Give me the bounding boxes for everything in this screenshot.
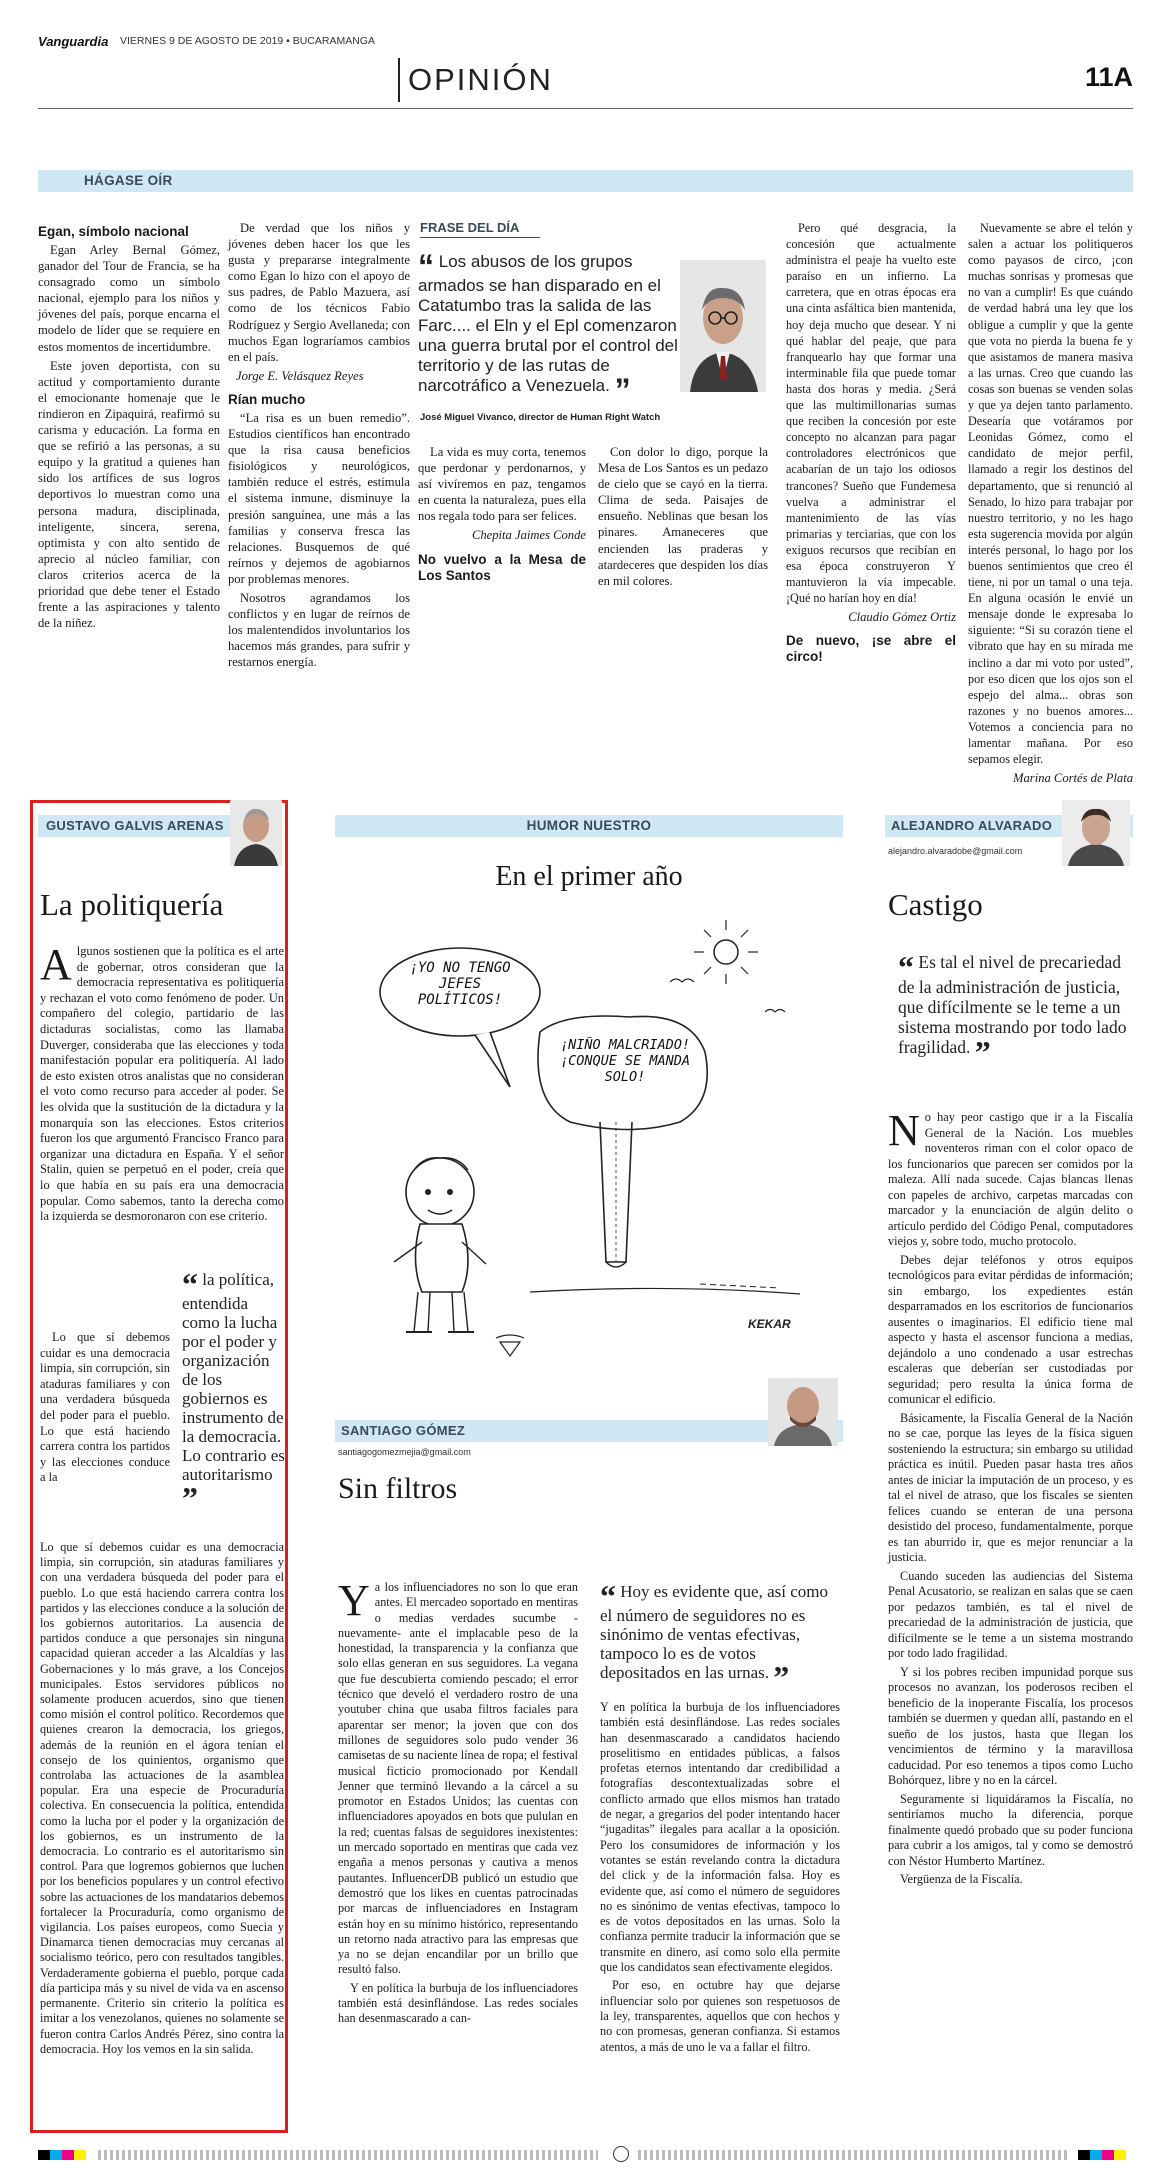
dropcap: Y — [338, 1576, 370, 1625]
paragraph-text: lgunos sostienen que la política es el arte de gobernar, otros consideran que la democracia representativa es politiquería y rechazan el voto como fenómeno de poder. Un compañero del colegio, partidario de las dictaduras socialistas, como las llamaba Duverger, consideraba que las elecciones y toda manifestación popular era politiquería. Al lado de esto existen otros analistas que no consideran el voto como recurso para acceder al poder. Se les olvida que la sustitución de la dictadura y la monarquía son las elecciones. Estos criterios fueron los que argumentó Francisco Franco para organizar una dictadura en España. Y el señor Stalin, quien se perpetuó en el poder, creía que lo que había en su país era una democracia popular. Como sabemos, tanto la derecha como la izquierda se desmoronaron con ese criterio. — [40, 944, 284, 1224]
letter-signature: Claudio Gómez Ortiz — [848, 610, 956, 625]
alvarado-paragraph-1 — [888, 1106, 1133, 1250]
quote-text: Hoy es evidente que, así como el número de seguidores no es sinónimo de ventas efectivas, tampoco lo es de votos depositados en las urnas. — [600, 1582, 828, 1682]
santiago-paragraph-2: Y en política la burbuja de los influenciadores también está desinflándose. Las redes sociales han desenmascarado a candidatos haciendo proselitismo en entidades públicas, a falsos profetas eternos intentando dar credibilidad a fotografías descontextualizadas sobre el conflicto armado que ellos mismos han tratado de negar, a gregarios del poder intentando hacer “jugaditas” ilegales para acallar a la oposición. Pero los consumidores de información y los votantes se están revelando contra la dictadura del click y de la información falsa. Hoy es evidente que, así como el número de seguidores no es sinónimo de ventas efectivas, tampoco lo es de votos depositados en las urnas. Solo la confianza permite traducir la información que se transmite en dinero, así como solo ella permite que los candidatos sean efectivamente elegidos. — [600, 1700, 840, 1975]
santiago-paragraph-3: Por eso, en octubre hay que dejarse influenciar solo por quienes son respetuosos de la ley, transparentes, aquellos que con hechos y no con promesas, generan confianza. Si estamos atentos, a más de uno le va a fallar el filtro. — [600, 1978, 840, 2054]
galvis-author: GUSTAVO GALVIS ARENAS — [46, 818, 224, 833]
registration-swatch — [38, 2150, 50, 2160]
registration-swatch — [1078, 2150, 1090, 2160]
letter-paragraph: Este joven deportista, con su actitud y comportamiento durante el emocionante homenaje que le rindieron en Zipaquirá, reafirmó su carisma y educación. La forma en que se refirió a las personas, a su equipo y la gratitud a quienes han sido los artífices de sus logros deportivos lo muestran como una persona madura, disciplinada, inteligente, sincera, serena, optimista y con alto sentido de aprecio al núcleo familiar, con claros criterios acerca de la prioridad que debe tener el Estado frente a las aspiraciones y talento de la niñez. — [38, 358, 220, 631]
alvarado-paragraph-3: Básicamente, la Fiscalía General de la Nación no se cae, porque las leyes de la física siguen sosteniendo la estructura; sin embargo su utilidad práctica es inútil. Pueden pasar hasta tres años antes de iniciar la imputación de un proceso, y es tal el nivel de atraso, que los fiscales se sienten felices cuando se enteran de una persona desistido del proceso, fundamentalmente, porque es tan aburrido ir, que es mejor renunciar a la justicia. — [888, 1410, 1133, 1564]
close-quote-mark: ” — [182, 1480, 198, 1516]
letter-title: De nuevo, ¡se abre el circo! — [786, 633, 956, 665]
humor-band — [335, 815, 843, 837]
registration-swatch — [62, 2150, 74, 2160]
galvis-paragraph-1 — [40, 940, 284, 1225]
alvarado-paragraph-7: Vergüenza de la Fiscalía. — [900, 1872, 1023, 1886]
quote-text: la política, entendida como la lucha por el poder y organización de los gobiernos es instrumento de la democracia. Lo contrario es autoritarismo — [182, 1270, 285, 1484]
alvarado-pullquote — [898, 949, 1130, 1070]
galvis-paragraph-2a: Lo que sí debemos cuidar es una democracia limpia, sin corrupción, sin ataduras familiares y con una verdadera búsqueda del poder para el pueblo. Lo que está haciendo carrera contra los partidos y las elecciones conduce a la — [40, 1330, 170, 1485]
registration-stripe — [98, 2150, 598, 2160]
quote-of-day-text — [418, 248, 680, 408]
santiago-author: SANTIAGO GÓMEZ — [341, 1423, 466, 1438]
dropcap: N — [888, 1106, 920, 1155]
quote-text: Los abusos de los grupos armados se han disparado en el Catatumbo tras la salida de las Farc.... el Eln y el Epl comenzaron una guerra brutal por el control del territorio y de las rutas de narcotráfico a Venezuela. — [418, 252, 678, 395]
close-quote-mark: ” — [974, 1034, 991, 1070]
galvis-portrait — [230, 800, 282, 866]
registration-swatch — [74, 2150, 86, 2160]
letters-column-6 — [968, 220, 1133, 794]
galvis-pullquote — [182, 1266, 286, 1516]
santiago-paragraph-1 — [338, 1576, 578, 1978]
letter-title: No vuelvo a la Mesa de Los Santos — [418, 551, 586, 583]
dateline: VIERNES 9 DE AGOSTO DE 2019 • BUCARAMANGA — [120, 35, 375, 47]
letter-paragraph: Nuevamente se abre el telón y salen a actuar los politiqueros como payasos de circo, ¡con muchas sonrisas y promesas que no van a cumplir! Es que cuándo de verdad habrá una ley que los obligue a cumplir y que la gente que vota no pierda la buena fe y que asistamos de manera masiva a las urnas. Creo que cuando las cosas son buenas se venden solas y que ya dejen tanto parlamento. Desearía que votáramos por Leonidas Gómez, como el candidato de mejor perfil, llamado a regir los destinos del departamento, que si renunció al Senado, lo hizo para trabajar por nuestro territorio, y no les hago esta sugerencia movida por algún interés personal, lo hago por los buenos sentimientos que creo él tiene, ni por un tamal o una teja. En alguna ocasión le envié un mensaje donde le expresaba lo siguiente: “Si su corazón tiene el vibrato que hay en su mirada me inclino a dar mi voto por usted”, por eso dicen que los ojos son el espejo del alma... obras son razones y no buenos amores... Votemos a conciencia para no lamentar mañana. Por eso sepamos elegir. — [968, 221, 1133, 767]
registration-swatch — [1114, 2150, 1126, 2160]
alvarado-headline: Castigo — [888, 887, 983, 922]
open-quote-mark: “ — [600, 1578, 616, 1614]
santiago-paragraph-2a: Y en política la burbuja de los influenciadores también está desinflándose. Las redes sociales han desenmascarado a can- — [338, 1980, 578, 2026]
letter-signature: Jorge E. Velásquez Reyes — [236, 368, 364, 383]
paragraph-text: o hay peor castigo que ir a la Fiscalía General de la Nación. Los muebles noventeros riman con el color opaco de los funcionarios que parecen ser comidos por la maleza. Allí nada sucede. Cajas blancas llenas con papeles de archivo, carpetas marcadas con marcador y la enunciación de algún delito o artículo perdido del Código Penal, computadores viejos y, sobre todo, mucho protocolo. — [888, 1110, 1133, 1248]
letter-paragraph: Con dolor lo digo, porque la Mesa de Los Santos es un pedazo de cielo que se cayó en la tierra. Clima de seda. Paisajes de ensueño. Neblinas que besan los pinares. Amaneceres que encienden las praderas y atardeceres que despiden los días en mil colores. — [598, 445, 768, 588]
humor-band-label: HUMOR NUESTRO — [526, 818, 652, 833]
header-rule — [38, 108, 1133, 109]
letters-band — [38, 170, 1133, 192]
alvarado-paragraph-6: Seguramente si liquidáramos la Fiscalía, no sentiríamos mucho la diferencia, porque finalmente quedó probado que su poder funciona para cubrir a los amigos, tal y como se demostró con Néstor Humberto Martínez. — [888, 1791, 1133, 1868]
alvarado-portrait — [1062, 800, 1130, 866]
letter-paragraph: Egan Arley Bernal Gómez, ganador del Tour de Francia, se ha consagrado como un símbolo nacional, ejemplo para los niños y jóvenes del país, porque encarna el modelo de líder que se requiere en estos momentos de incertidumbre. — [38, 243, 220, 354]
paragraph-text: a los influenciadores no son lo que eran antes. El mercadeo soportado en mentiras o medias verdades sucumbe -nuevamente- ante el implacable peso de la honestidad, la transparencia y la confianza que solo ellas generan en sus seguidores. La vegana que fue descubierta comiendo pescado; el error técnico que develó el verdadero rostro de una youtuber china que usaba filtros faciales para aparentar ser menor; la joven que con dos millones de seguidores solo pudo vender 36 camisetas de su naciente línea de ropa; el festival musical ficticio promocionado por Kendall Jenner que terminó llevando a la cárcel a su promotor en Estados Unidos; las cuentas con influenciadores apoyados en bots que pululan en la red; cuentas falsas de seguidores inexistentes: un mercado soportado en mentiras que cada vez engaña a menos personas y cautiva a menos pautantes. InfluencerDB publicó un estudio que demostró que los likes en cuentas patrocinadas por marcas de influenciadores en Instagram están hoy en su mínimo histórico, representando un retorno nada atractivo para las empresas que ya no se dejan encandilar por un brillo que resultó falso. — [338, 1580, 578, 1977]
letter-paragraph: La vida es muy corta, tenemos que perdonar y perdonarnos, y así vivíremos en paz, tengamos en cuenta la naturaleza, pues ella nos regala todo para ser felices. — [418, 445, 586, 524]
letters-column-5 — [786, 220, 956, 667]
alvarado-paragraph-5: Y si los pobres reciben impunidad porque sus procesos no avanzan, los poderosos reciben el beneficio de la inoperante Fiscalía, los procesos también se duermen y quedan allí, pastando en el sueño de los justos, hasta que llegan los vencimientos de término y la maravillosa caducidad. Por eso tenemos a tipos como Lucho Bohórquez, libre y no en la cárcel. — [888, 1664, 1133, 1787]
letter-signature: Chepita Jaimes Conde — [471, 528, 586, 543]
section-title: OPINIÓN — [408, 62, 553, 97]
galvis-paragraph-2: Lo que sí debemos cuidar es una democracia limpia, sin corrupción, sin ataduras familiares y con una verdadera búsqueda del poder para el pueblo. Lo que está haciendo carrera contra los partidos y las elecciones conduce a la solución de los gobiernos autoritarios. La ausencia de partidos conduce a que personajes sin ninguna capacidad quieran acceder a las Alcaldías y las Gobernaciones y lo más grave, a los Concejos municipales. Estos servidores públicos no solamente producen acuerdos, sino que tienen como misión el control político. Recordemos que quienes crearon la democracia, los griegos, además de la reunión en el ágora tenían el consejo de los quinientos, organismo que controlaba las actuaciones de la asamblea popular. Era una especie de Procuraduría colectiva. En consecuencia la política, entendida como la lucha por el poder y la organización de los gobiernos, es un instrumento de la democracia. Lo contrario es el autoritarismo sin control. Para que logremos gobiernos que luchen por los beneficios populares y un control efectivo sobre las actuaciones de los mandatarios debemos fortalecer la Procuraduría, como organismo de vigilancia. Los países europeos, como Suecia y Dinamarca tienen democracias muy cercanas al socialismo teórico, pero con resultados tangibles. Verdaderamente gobierna el pueblo, porque cada día participa más y su nivel de vida va en ascenso permanente. Criterio sin criterio la política es imitar a los venezolanos, quienes no solamente se fueron contra Carlos Andrés Pérez, sino contra la democracia. Hoy los vemos en la sin salida. — [40, 1540, 284, 2056]
letters-column-3 — [418, 444, 586, 586]
galvis-body-3 — [40, 1540, 284, 2060]
letters-column-1 — [38, 220, 220, 634]
letters-band-label: HÁGASE OÍR — [84, 173, 173, 188]
santiago-pullquote — [600, 1578, 835, 1695]
registration-target-icon — [613, 2146, 629, 2162]
registration-swatch — [1102, 2150, 1114, 2160]
santiago-column-1 — [338, 1576, 578, 2030]
quote-of-day-credit: José Miguel Vivanco, director de Human Right Watch — [420, 412, 661, 423]
alvarado-paragraph-2: Debes dejar teléfonos y otros equipos tecnológicos para evitar pérdidas de información; sin embargo, los expedientes están desparramados en los escritorios de funcionarios ausentes o imaginarios. El edificio tiene mal aspecto y hasta el ascensor funciona a medias, dejándolo a uno condenado a usar estrechas escaleras que deberían ser custodiadas por seguridad; pero resulta la única forma de comunicar el edificio. — [888, 1252, 1133, 1406]
alvarado-email: alejandro.alvaradobe@gmail.com — [888, 846, 1023, 856]
letters-column-2 — [228, 220, 410, 673]
brand-logo: Vanguardia — [38, 34, 109, 49]
close-quote-mark: ” — [773, 1659, 790, 1695]
close-quote-mark: ” — [614, 372, 631, 408]
print-registration-bar — [38, 2150, 1133, 2160]
santiago-author-band — [335, 1420, 843, 1442]
section-divider — [398, 58, 400, 102]
letter-title: Egan, símbolo nacional — [38, 224, 189, 239]
cartoon-title: En el primer año — [495, 861, 683, 892]
cartoon — [370, 912, 830, 1372]
cartoonist-signature: KEKAR — [748, 1317, 791, 1331]
santiago-column-2 — [600, 1700, 840, 2058]
alvarado-paragraph-4: Cuando suceden las audiencias del Sistema Penal Acusatorio, se realizan en salas que se caen por pedazos también, es tal el nivel de precariedad de la administración de justicia, que difícilmente se le teme a un sistema mostrando por todo lado fragilidad. — [888, 1568, 1133, 1660]
letter-paragraph: Pero qué desgracia, la concesión que actualmente administra el peaje ha vuelto este paraíso en un infierno. La carretera, que en otras épocas era una cinta asfáltica bien mantenida, hoy deja mucho que desear. Y ni qué hablar del peaje, que para franquearlo hay que formar una interminable fila que puede tomar hasta dos horas y media. ¿Será que las multimillonarias sumas que reciben la concesión por este concepto no alcanzan para pagar controladores electrónicos que acabarían de un tajo los odiosos trancones? Sueño que Fundemesa vuelva a administrar el mantenimiento de las vías primarias y terciarias, que con los exiguos recursos que recibían en esa época construyeron Y mantuvieron la vía impecable. ¡Qué no harían hoy en día! — [786, 221, 956, 606]
galvis-body — [40, 940, 284, 1228]
letter-paragraph: “La risa es un buen remedio”. Estudios científicos han encontrado que la risa causa beneficios fisiológicos y neurológicos, también reduce el estrés, estimula el sistema inmune, disminuye la presión sanguínea, une más a las familias y conserva fresca las relaciones. Busquemos de qué reírnos y dejemos de agobiarnos por problemas menores. — [228, 410, 410, 586]
page-number: 11A — [1085, 62, 1134, 92]
quote-of-day-label: FRASE DEL DÍA — [420, 220, 540, 238]
letter-paragraph: Nosotros agrandamos los conflictos y en lugar de reírnos de los malentendidos involuntarios los hacemos más grandes, para sufrir y restarnos energía. — [228, 590, 410, 670]
quote-of-day — [418, 220, 768, 430]
dropcap: A — [40, 940, 72, 989]
alvarado-author: ALEJANDRO ALVARADO — [891, 818, 1053, 833]
registration-swatch — [1090, 2150, 1102, 2160]
alvarado-body — [888, 1106, 1133, 1891]
quote-text: Es tal el nivel de precariedad de la administración de justicia, que difícilmente se le teme a un sistema mostrando por todo lado fragilidad. — [898, 952, 1127, 1057]
vivanco-portrait — [680, 260, 766, 392]
galvis-headline: La politiquería — [40, 887, 224, 922]
santiago-email: santiagogomezmejia@gmail.com — [338, 1447, 471, 1457]
registration-stripe — [638, 2150, 1068, 2160]
registration-swatch — [50, 2150, 62, 2160]
santiago-headline: Sin filtros — [338, 1472, 458, 1505]
open-quote-mark: “ — [898, 949, 914, 985]
letter-paragraph: De verdad que los niños y jóvenes deben hacer los que les gusta y prepararse integralmente como Egan lo hizo con el apoyo de sus padres, de Pablo Mazuera, así como de los técnicos Fabio Rodríguez y Sergio Avellaneda; con muchos Egan lograríamos cambios en el país. — [228, 221, 410, 364]
letter-title: Rían mucho — [228, 391, 306, 407]
galvis-body-2 — [40, 1330, 170, 1489]
cartoon-bubble-child: ¡YO NO TENGO JEFES POLÍTICOS! — [409, 960, 511, 1008]
open-quote-mark: “ — [182, 1266, 198, 1302]
open-quote-mark: “ — [418, 248, 434, 284]
santiago-portrait — [768, 1378, 838, 1446]
masthead — [38, 34, 1138, 68]
letters-column-4 — [598, 444, 768, 592]
cartoon-bubble-building: ¡NIÑO MALCRIADO! ¡CONQUE SE MANDA SOLO! — [559, 1037, 691, 1085]
letter-signature: Marina Cortés de Plata — [1013, 771, 1133, 786]
